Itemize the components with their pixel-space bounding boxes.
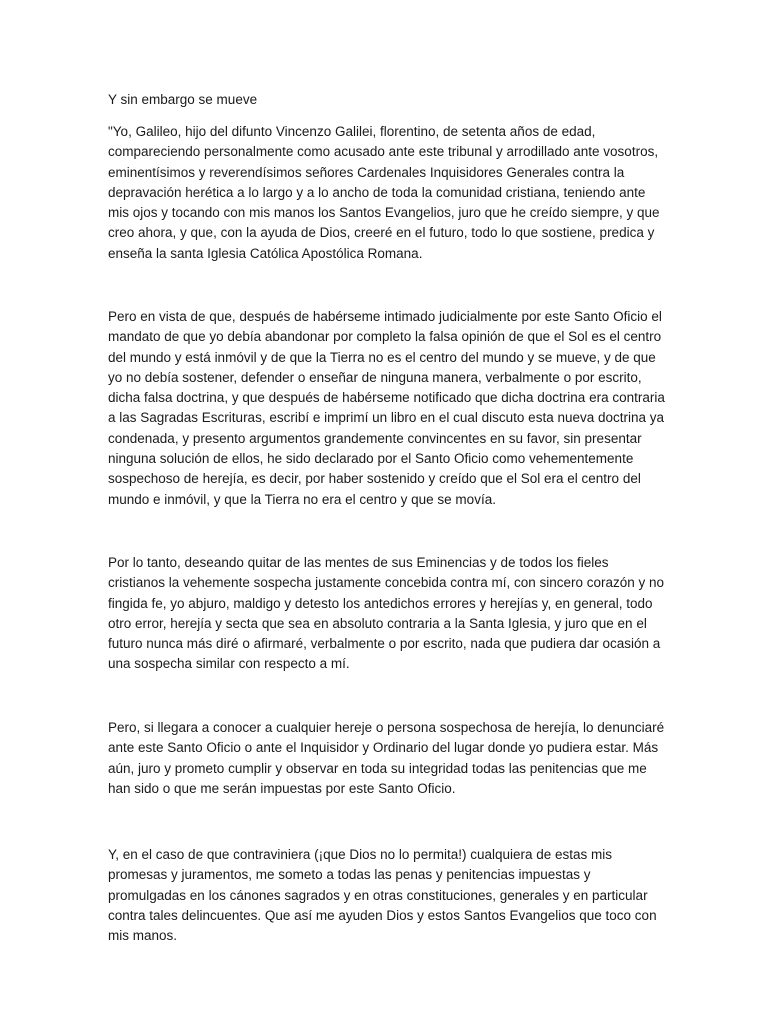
paragraph-1: "Yo, Galileo, hijo del difunto Vincenzo Galilei, florentino, de setenta años de edad, compareciendo personalmente como acusado ante este tribunal y arrodillado ante vosotros, eminentísimos y reverendísimos señores Cardenales Inquisidores Generales contra la depravación herética a lo largo y a lo ancho de toda la comunidad cristiana, teniendo ante mis ojos y tocando con mis manos los Santos Evangelios, juro que he creído siempre, y que creo ahora, y que, con la ayuda de Dios, creeré en el futuro, todo lo que sostiene, predica y enseña la santa Iglesia Católica Apostólica Romana. xyxy=(108,124,660,261)
paragraph-4: Pero, si llegara a conocer a cualquier hereje o persona sospechosa de herejía, lo denunciaré ante este Santo Oficio o ante el Inquisidor y Ordinario del lugar donde yo pudiera estar. Más aún, juro y prometo cumplir y observar en toda su integridad todas las penitencias que me han sido o que me serán impuestas por este Santo Oficio. xyxy=(108,720,665,796)
document-title: Y sin embargo se mueve xyxy=(108,92,258,107)
paragraph-3: Por lo tanto, deseando quitar de las mentes de sus Eminencias y de todos los fieles cristianos la vehemente sospecha justamente concebida contra mí, con sincero corazón y no fingida fe, yo abjuro, maldigo y detesto los antedichos errores y herejías y, en general, todo otro error, herejía y secta que sea en absoluto contraria a la Santa Iglesia, y juro que en el futuro nunca más diré o afirmaré, verbalmente o por escrito, nada que pudiera dar ocasión a una sospecha similar con respecto a mí. xyxy=(108,555,665,672)
paragraph-5: Y, en el caso de que contraviniera (¡que Dios no lo permita!) cualquiera de estas mis promesas y juramentos, me someto a todas las penas y penitencias impuestas y promulgadas en los cánones sagrados y en otras constituciones, generales y en particular contra tales delincuentes. Que así me ayuden Dios y estos Santos Evangelios que toco con mis manos. xyxy=(108,847,657,944)
paragraph-2: Pero en vista de que, después de habérseme intimado judicialmente por este Santo Oficio el mandato de que yo debía abandonar por completo la falsa opinión de que el Sol es el centro del mundo y está inmóvil y de que la Tierra no es el centro del mundo y se mueve, y de que yo no debía sostener, defender o enseñar de ninguna manera, verbalmente o por escrito, dicha falsa doctrina, y que después de habérseme notificado que dicha doctrina era contraria a las Sagradas Escrituras, escribí e imprimí un libro en el cual discuto esta nueva doctrina ya condenada, y presento argumentos grandemente convincentes en su favor, sin presentar ninguna solución de ellos, he sido declarado por el Santo Oficio como vehementemente sospechoso de herejía, es decir, por haber sostenido y creído que el Sol era el centro del mundo e inmóvil, y que la Tierra no era el centro y que se movía. xyxy=(108,309,665,507)
